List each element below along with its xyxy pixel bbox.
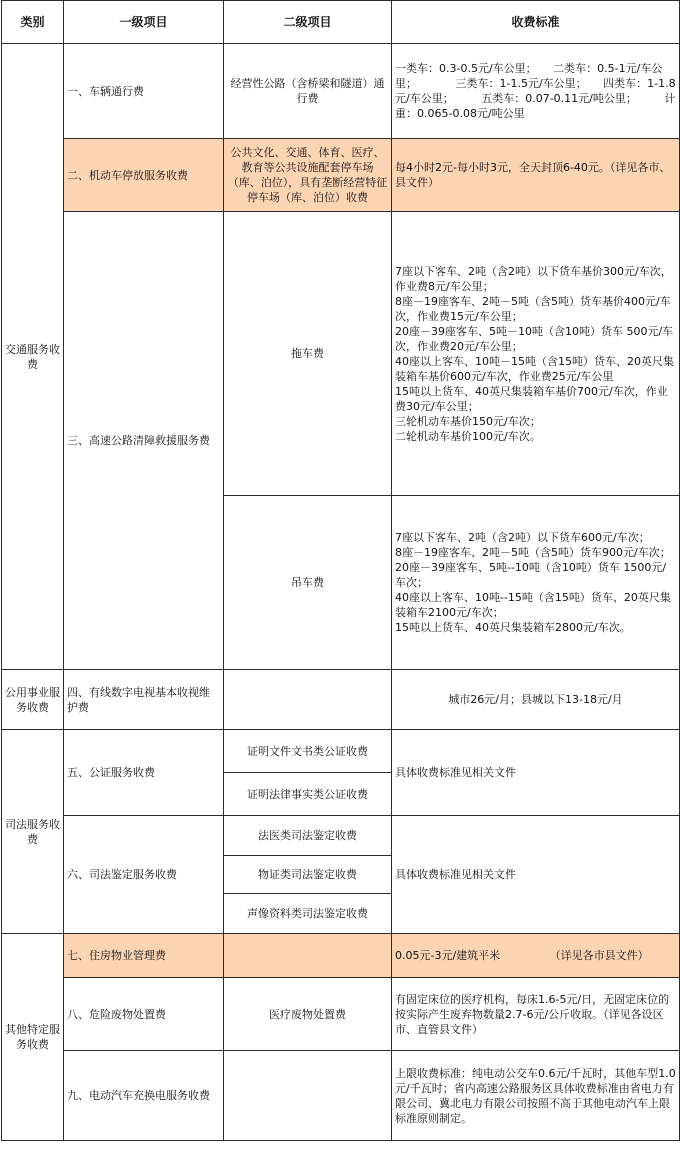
table-row bbox=[2, 212, 680, 496]
item-name: 五、公证服务收费 bbox=[64, 730, 224, 816]
table-row bbox=[2, 139, 680, 212]
item-name: 六、司法鉴定服务收费 bbox=[64, 816, 224, 934]
category-public: 公用事业服务收费 bbox=[2, 670, 64, 730]
header-level1: 一级项目 bbox=[64, 1, 224, 44]
category-traffic: 交通服务收费 bbox=[2, 44, 64, 670]
item-name: 一、车辆通行费 bbox=[64, 44, 224, 139]
fee-standard: 每4小时2元-每小时3元，全天封顶6-40元。（详见各市、县文件） bbox=[392, 139, 680, 212]
fee-table bbox=[1, 0, 680, 1141]
table-row bbox=[2, 670, 680, 730]
sub-item: 吊车费 bbox=[224, 496, 392, 670]
sub-item bbox=[224, 934, 392, 978]
item-name: 九、电动汽车充换电服务收费 bbox=[64, 1051, 224, 1141]
category-special: 其他特定服务收费 bbox=[2, 934, 64, 1141]
fee-standard: 0.05元-3元/建筑平米 （详见各市县文件） bbox=[392, 934, 680, 978]
table-row bbox=[2, 730, 680, 773]
header-level2: 二级项目 bbox=[224, 1, 392, 44]
sub-item: 物证类司法鉴定收费 bbox=[224, 856, 392, 894]
item-name: 二、机动车停放服务收费 bbox=[64, 139, 224, 212]
item-name: 七、住房物业管理费 bbox=[64, 934, 224, 978]
sub-item: 拖车费 bbox=[224, 212, 392, 496]
header-category: 类别 bbox=[2, 1, 64, 44]
table-row bbox=[2, 978, 680, 1051]
item-name: 四、有线数字电视基本收视维护费 bbox=[64, 670, 224, 730]
item-name: 三、高速公路清障救援服务费 bbox=[64, 212, 224, 670]
sub-item: 证明文件文书类公证收费 bbox=[224, 730, 392, 773]
fee-standard: 有固定床位的医疗机构，每床1.6-5元/日，无固定床位的按实际产生废弃物数量2.7-6元/公斤收取。（详见各设区市、直管县文件） bbox=[392, 978, 680, 1051]
table-row bbox=[2, 816, 680, 856]
fee-standard: 具体收费标准见相关文件 bbox=[392, 730, 680, 816]
fee-standard: 一类车：0.3-0.5元/车公里； 二类车：0.5-1元/车公里； 三类车：1-1.5元/车公里； 四类车：1-1.8元/车公里； 五类车：0.07-0.11元/吨公里； 计重：0.065-0.08元/吨公里 bbox=[392, 44, 680, 139]
table-row bbox=[2, 44, 680, 139]
sub-item: 声像资料类司法鉴定收费 bbox=[224, 894, 392, 934]
fee-standard: 7座以下客车、2吨（含2吨）以下货车基价300元/车次，作业费8元/车公里； 8座－19座客车、2吨－5吨（含5吨）货车基价400元/车次，作业费15元/车公里； 20座－39座客车、5吨－10吨（含10吨）货车 500元/车次，作业费20元/车公里； 40座以上客车、10吨－15吨（含15吨）货车、20英尺集装箱车基价600元/车次，作业费25元/车公里 15吨以上货车、40英尺集装箱车基价700元/车次，作业费30元/车公里； 三轮机动车基价150元/车次； 二轮机动车基价100元/车次。 bbox=[392, 212, 680, 496]
sub-item: 经营性公路（含桥梁和隧道）通行费 bbox=[224, 44, 392, 139]
category-judicial: 司法服务收费 bbox=[2, 730, 64, 934]
sub-item: 证明法律事实类公证收费 bbox=[224, 773, 392, 816]
table-row bbox=[2, 934, 680, 978]
sub-item: 医疗废物处置费 bbox=[224, 978, 392, 1051]
fee-standard: 7座以下客车、2吨（含2吨）以下货车600元/车次； 8座－19座客车、2吨－5吨（含5吨）货车900元/车次； 20座－39座客车、5吨--10吨（含10吨）货车 1500元/车次； 40座以上客车、10吨--15吨（含15吨）货车、20英尺集装箱车2100元/车次； 15吨以上货车、40英尺集装箱车2800元/车次。 bbox=[392, 496, 680, 670]
fee-standard: 上限收费标准：纯电动公交车0.6元/千瓦时，其他车型1.0元/千瓦时；省内高速公路服务区具体收费标准由省电力有限公司、冀北电力有限公司按照不高于其他电动汽车上限标准原则制定。 bbox=[392, 1051, 680, 1141]
item-name: 八、危险废物处置费 bbox=[64, 978, 224, 1051]
sub-item: 公共文化、交通、体育、医疗、教育等公共设施配套停车场（库、泊位），具有垄断经营特征停车场（库、泊位）收费 bbox=[224, 139, 392, 212]
sub-item: 法医类司法鉴定收费 bbox=[224, 816, 392, 856]
header-standard: 收费标准 bbox=[392, 1, 680, 44]
fee-standard: 城市26元/月；县城以下13-18元/月 bbox=[392, 670, 680, 730]
sub-item bbox=[224, 670, 392, 730]
sub-item bbox=[224, 1051, 392, 1141]
header-row bbox=[2, 1, 680, 44]
fee-standard: 具体收费标准见相关文件 bbox=[392, 816, 680, 934]
table-row bbox=[2, 1051, 680, 1141]
